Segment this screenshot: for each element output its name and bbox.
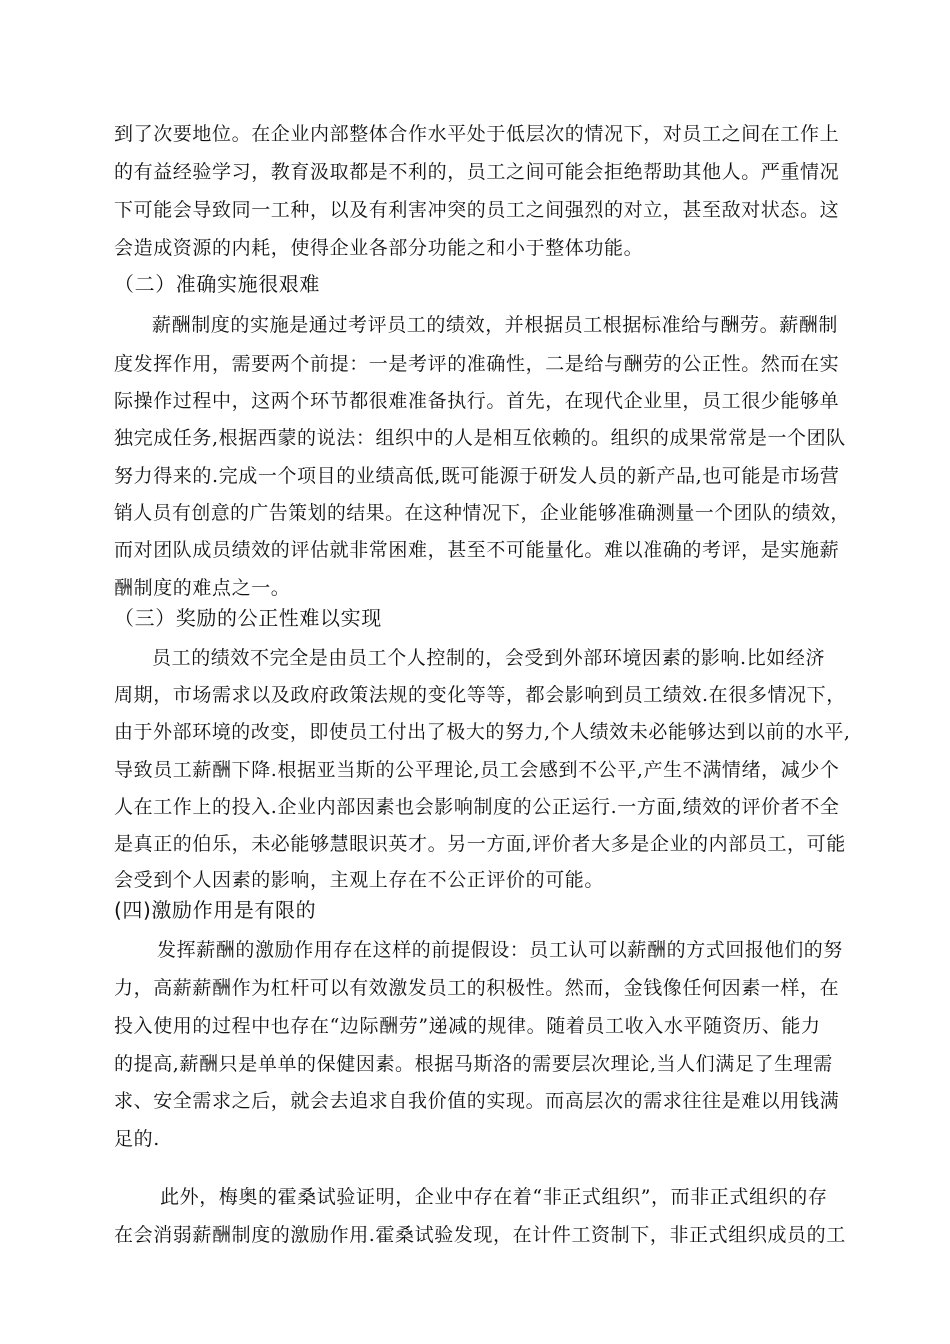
paragraph-line: 员工的绩效不完全是由员工个人控制的，会受到外部环境因素的影响.比如经济 [152,647,826,669]
section-heading-3: （三）奖励的公正性难以实现 [114,606,382,630]
paragraph-line: 的提高,薪酬只是单单的保健因素。根据马斯洛的需要层次理论,当人们满足了生理需 [114,1053,833,1075]
paragraph-line: 足的. [114,1128,160,1150]
paragraph-line: 周期，市场需求以及政府政策法规的变化等等，都会影响到员工绩效.在很多情况下， [114,684,846,706]
paragraph-line: 销人员有创意的广告策划的结果。在这种情况下，企业能够准确测量一个团队的绩效， [114,502,850,524]
paragraph-line: 力，高薪薪酬作为杠杆可以有效激发员工的积极性。然而，金钱像任何因素一样，在 [114,977,840,999]
paragraph-line: 是真正的伯乐，未必能够慧眼识英才。另一方面,评价者大多是企业的内部员工，可能 [114,833,846,855]
paragraph-line: 求、安全需求之后，就会去追求自我价值的实现。而高层次的需求往往是难以用钱满 [114,1090,840,1112]
paragraph-line: 下可能会导致同一工种，以及有利害冲突的员工之间强烈的对立，甚至敌对状态。这 [114,199,840,221]
paragraph-line: 会受到个人因素的影响，主观上存在不公正评价的可能。 [114,869,605,891]
paragraph-line: 薪酬制度的实施是通过考评员工的绩效，并根据员工根据标准给与酬劳。薪酬制 [152,314,839,336]
section-heading-2: （二）准确实施很艰难 [114,272,320,296]
paragraph-line: 此外，梅奥的霍桑试验证明，企业中存在着“非正式组织”，而非正式组织的存 [160,1186,828,1208]
paragraph-line: 由于外部环境的改变，即使员工付出了极大的努力,个人绩效未必能够达到以前的水平, [114,721,851,743]
paragraph-line: 酬制度的难点之一。 [114,577,291,599]
paragraph-line: 导致员工薪酬下降.根据亚当斯的公平理论,员工会感到不公平,产生不满情绪，减少个 [114,759,840,781]
paragraph-line: 的有益经验学习，教育汲取都是不利的，员工之间可能会拒绝帮助其他人。严重情况 [114,161,840,183]
paragraph-line: 而对团队成员绩效的评估就非常困难，甚至不可能量化。难以准确的考评，是实施薪 [114,539,840,561]
paragraph-line: 到了次要地位。在企业内部整体合作水平处于低层次的情况下，对员工之间在工作上 [114,123,840,145]
paragraph-line: 度发挥作用，需要两个前提：一是考评的准确性，二是给与酬劳的公正性。然而在实 [114,353,840,375]
section-heading-4: (四)激励作用是有限的 [114,898,317,922]
paragraph-line: 在会消弱薪酬制度的激励作用.霍桑试验发现，在计件工资制下，非正式组织成员的工 [114,1224,846,1246]
paragraph-line: 投入使用的过程中也存在“边际酬劳”递减的规律。随着员工收入水平随资历、能力 [114,1015,821,1037]
paragraph-line: 际操作过程中，这两个环节都很难准备执行。首先，在现代企业里，员工很少能够单 [114,390,840,412]
paragraph-line: 发挥薪酬的激励作用存在这样的前提假设：员工认可以薪酬的方式回报他们的努 [157,939,844,961]
paragraph-line: 努力得来的.完成一个项目的业绩高低,既可能源于研发人员的新产品,也可能是市场营 [114,465,840,487]
paragraph-line: 会造成资源的内耗，使得企业各部分功能之和小于整体功能。 [114,237,644,259]
paragraph-line: 独完成任务,根据西蒙的说法：组织中的人是相互依赖的。组织的成果常常是一个团队 [114,427,846,449]
paragraph-line: 人在工作上的投入.企业内部因素也会影响制度的公正运行.一方面,绩效的评价者不全 [114,796,840,818]
